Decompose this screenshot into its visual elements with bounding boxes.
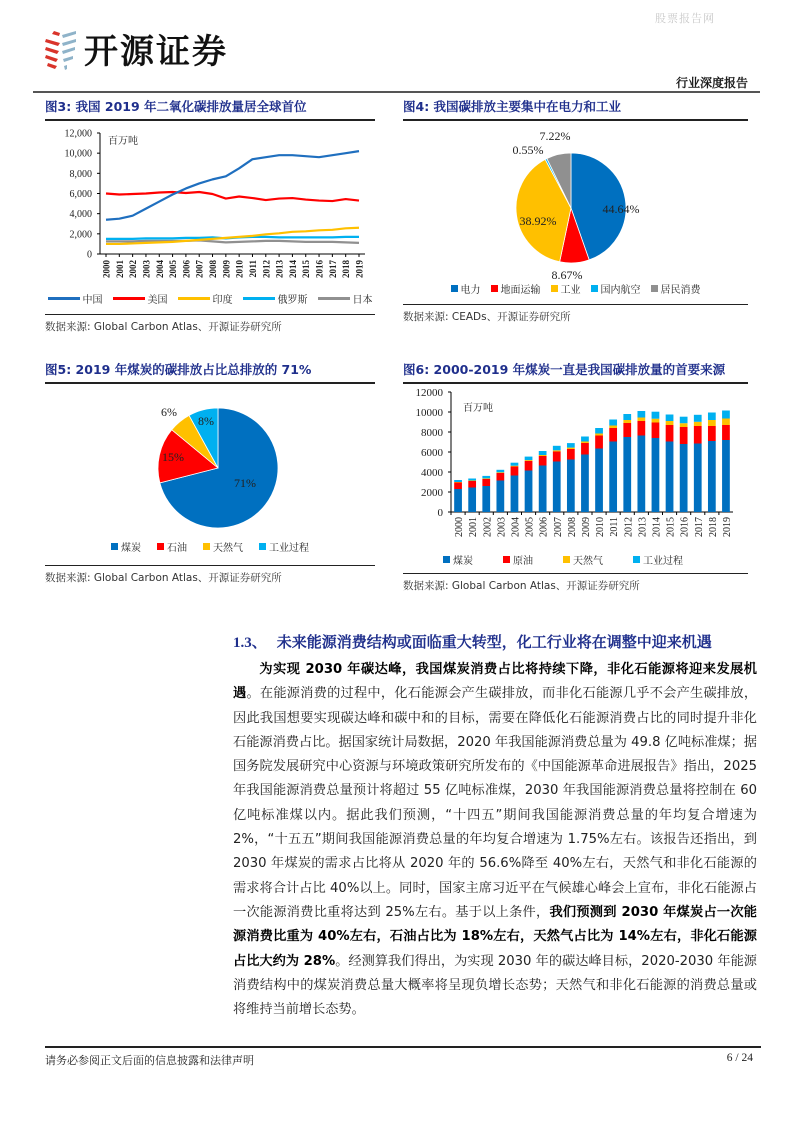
legend-label: 地面运输: [500, 284, 541, 296]
svg-text:2011: 2011: [609, 516, 621, 537]
legend-swatch-icon: [563, 556, 570, 563]
svg-text:2010: 2010: [595, 516, 607, 537]
svg-text:2017: 2017: [327, 259, 338, 278]
pie-chart-sectors: [403, 121, 748, 281]
svg-text:2013: 2013: [274, 259, 285, 278]
legend-item: [451, 281, 481, 296]
legend-item: [48, 291, 103, 306]
report-type: 行业深度报告: [675, 76, 748, 90]
svg-text:2000: 2000: [454, 516, 466, 537]
svg-text:4,000: 4,000: [69, 208, 92, 220]
page-number: 6 / 24: [726, 1052, 753, 1064]
svg-text:2005: 2005: [168, 259, 179, 278]
figure-4-bottom-rule: [403, 304, 748, 306]
footer-disclaimer: 请务必参阅正文后面的信息披露和法律声明: [45, 1054, 254, 1067]
svg-text:12,000: 12,000: [64, 128, 92, 139]
section-title-text: 未来能源消费结构或面临重大转型，化工行业将在调整中迎来机遇: [276, 633, 712, 651]
legend-item: [551, 281, 581, 296]
svg-text:2009: 2009: [580, 516, 592, 537]
legend-item: [157, 539, 187, 554]
legend-swatch-icon: [178, 297, 210, 300]
svg-text:38.92%: 38.92%: [519, 213, 557, 228]
legend-item: [563, 552, 603, 567]
legend-label: 印度: [212, 294, 233, 306]
svg-text:0.55%: 0.55%: [512, 142, 544, 157]
body-text-b: 。经测算我们得出，为实现 2030 年的碳达峰目标，2020-2030 年能源消费结构中的煤炭消费总量大概率将呈现负增长态势；天然气和非化石能源的消费总量或将维持当前增长态势。: [233, 953, 757, 1018]
legend-swatch-icon: [48, 297, 80, 300]
figure-5-bottom-rule: [45, 565, 375, 567]
legend-swatch-icon: [243, 297, 275, 300]
figure-4-title: 图4: 我国碳排放主要集中在电力和工业: [403, 99, 622, 114]
svg-text:8,000: 8,000: [69, 168, 92, 180]
svg-text:2004: 2004: [154, 259, 165, 278]
figure-3-bottom-rule: [45, 314, 375, 316]
line-chart: [45, 121, 375, 291]
figure-4-source: 数据来源: CEADs、开源证券研究所: [403, 311, 571, 323]
legend-label: 日本: [352, 294, 373, 306]
legend-swatch-icon: [157, 543, 164, 550]
svg-text:2019: 2019: [354, 259, 365, 278]
kaiyuan-logo-icon: [44, 27, 78, 71]
figure-3-title: 图3: 我国 2019 年二氧化碳排放量居全球首位: [45, 99, 307, 114]
svg-text:2,000: 2,000: [69, 228, 92, 240]
svg-text:7.22%: 7.22%: [539, 128, 571, 143]
legend-label: 工业过程: [269, 542, 309, 554]
svg-text:6%: 6%: [161, 404, 177, 419]
legend-item: [203, 539, 243, 554]
figure-6-title: 图6: 2000-2019 年煤炭一直是我国碳排放量的首要来源: [403, 362, 726, 377]
legend-label: 煤炭: [453, 555, 473, 567]
figure-4-legend: [403, 281, 748, 296]
legend-item: [443, 552, 473, 567]
legend-item: [503, 552, 533, 567]
legend-swatch-icon: [113, 297, 145, 300]
legend-item: [243, 291, 308, 306]
legend-item: [113, 291, 168, 306]
svg-text:2008: 2008: [208, 259, 219, 278]
legend-label: 中国: [82, 294, 103, 306]
legend-label: 天然气: [213, 542, 243, 554]
brand-name: 开源证券: [84, 32, 228, 72]
section-number: 1.3、: [233, 635, 267, 651]
svg-text:2006: 2006: [538, 516, 550, 537]
svg-text:2003: 2003: [496, 516, 508, 537]
legend-item: [651, 281, 701, 296]
figure-5-legend: [45, 539, 375, 554]
svg-text:2019: 2019: [721, 516, 733, 537]
figure-3-source: 数据来源: Global Carbon Atlas、开源证券研究所: [45, 321, 282, 333]
figure-5-source: 数据来源: Global Carbon Atlas、开源证券研究所: [45, 572, 282, 584]
svg-text:71%: 71%: [234, 475, 256, 490]
legend-swatch-icon: [491, 285, 498, 292]
legend-item: [259, 539, 309, 554]
body-text-a: 。在能源消费的过程中，化石能源会产生碳排放，而非化石能源几乎不会产生碳排放，因此我国想要实现碳达峰和碳中和的目标，需要在降低化石能源消费占比的同时提升非化石能源消费占比。据国家统计局数据，2020 年我国能源消费总量为 49.8 亿吨标准煤；据国务院发展研究中心资源与环境政策研究所发布的《中国能源革命进展报告》指出，2025 年我国能源消费总量预计将超过 55 亿吨标准煤，2030 年我国能源消费总量将控制在 60 亿吨标准煤以内。据此我们预测，“十四五”期间我国能源消费总量的年均复合增速为 2%，“十五五”期间我国能源消费总量的年均复合增速为 1.75%左右。该报告还指出，到 2030 年煤炭的需求占比将从 2020 年的 56.6%降至 40%左右，天然气和非化石能源的需求将合计占比 40%以上。同时，国家主席习近平在气候雄心峰会上宣布，非化石能源占一次能源消费比重将达到 25%左右。基于以上条件，: [233, 686, 758, 920]
figure-3: [45, 97, 375, 334]
lead-bold: 为实现 2030 年碳达峰，我国煤炭消费占比将持续下降，非化石能源将迎来发展机遇: [233, 662, 757, 702]
svg-text:2005: 2005: [524, 516, 536, 537]
svg-text:2012: 2012: [623, 516, 635, 537]
figure-6: [403, 360, 748, 593]
legend-swatch-icon: [203, 543, 210, 550]
svg-text:10000: 10000: [415, 406, 443, 419]
svg-text:4000: 4000: [421, 466, 443, 479]
svg-text:2015: 2015: [301, 259, 312, 278]
svg-text:2015: 2015: [665, 516, 677, 537]
svg-text:6000: 6000: [421, 446, 443, 459]
legend-swatch-icon: [318, 297, 350, 300]
svg-text:2000: 2000: [101, 259, 112, 278]
svg-text:2002: 2002: [482, 516, 494, 537]
svg-text:2017: 2017: [693, 516, 705, 537]
legend-label: 天然气: [573, 555, 603, 567]
legend-item: [633, 552, 683, 567]
svg-text:44.64%: 44.64%: [602, 201, 640, 216]
footer-divider: [45, 1046, 761, 1048]
svg-text:8%: 8%: [198, 413, 214, 428]
svg-text:2007: 2007: [194, 259, 205, 278]
legend-swatch-icon: [259, 543, 266, 550]
svg-text:2003: 2003: [141, 259, 152, 278]
legend-label: 原油: [513, 555, 533, 567]
legend-swatch-icon: [451, 285, 458, 292]
legend-swatch-icon: [591, 285, 598, 292]
legend-swatch-icon: [633, 556, 640, 563]
svg-text:2000: 2000: [421, 486, 443, 499]
legend-swatch-icon: [551, 285, 558, 292]
svg-text:8.67%: 8.67%: [551, 267, 583, 281]
svg-text:2013: 2013: [637, 516, 649, 537]
legend-item: [111, 539, 141, 554]
legend-label: 工业: [560, 284, 581, 296]
legend-swatch-icon: [651, 285, 658, 292]
legend-swatch-icon: [443, 556, 450, 563]
figure-6-legend: [403, 552, 748, 567]
watermark: 股票报告网: [655, 12, 715, 25]
legend-label: 工业过程: [643, 555, 683, 567]
svg-text:2018: 2018: [707, 516, 719, 537]
legend-label: 居民消费: [660, 284, 701, 296]
svg-text:2002: 2002: [128, 259, 139, 278]
legend-item: [491, 281, 541, 296]
legend-label: 美国: [147, 294, 168, 306]
svg-text:10,000: 10,000: [64, 148, 92, 160]
legend-label: 电力: [460, 284, 481, 296]
svg-text:12000: 12000: [415, 386, 443, 399]
svg-text:2004: 2004: [510, 516, 522, 537]
svg-text:百万吨: 百万吨: [108, 135, 138, 147]
svg-text:2018: 2018: [341, 259, 352, 278]
svg-text:2008: 2008: [566, 516, 578, 537]
section-heading: [233, 631, 712, 652]
svg-text:百万吨: 百万吨: [463, 402, 493, 414]
svg-text:15%: 15%: [162, 449, 184, 464]
svg-text:2006: 2006: [181, 259, 192, 278]
legend-label: 国内航空: [600, 284, 641, 296]
legend-item: [591, 281, 641, 296]
svg-text:2007: 2007: [552, 516, 564, 537]
svg-text:2010: 2010: [234, 259, 245, 278]
svg-text:2001: 2001: [468, 516, 480, 537]
svg-text:2014: 2014: [287, 259, 298, 278]
body-paragraph: [233, 658, 757, 1022]
legend-label: 煤炭: [121, 542, 141, 554]
svg-text:2001: 2001: [114, 259, 125, 278]
figure-5: [45, 360, 375, 585]
svg-text:2012: 2012: [261, 259, 272, 278]
figure-6-source: 数据来源: Global Carbon Atlas、开源证券研究所: [403, 580, 640, 592]
legend-swatch-icon: [111, 543, 118, 550]
figure-3-legend: [45, 291, 375, 306]
figure-5-title: 图5: 2019 年煤炭的碳排放占比总排放的 71%: [45, 362, 312, 377]
svg-text:0: 0: [437, 506, 443, 519]
legend-label: 石油: [167, 542, 187, 554]
svg-text:2011: 2011: [247, 259, 258, 278]
legend-item: [318, 291, 373, 306]
brand-logo: [44, 24, 228, 73]
pie-chart-fuel: [45, 384, 375, 539]
svg-text:6,000: 6,000: [69, 188, 92, 200]
svg-text:2009: 2009: [221, 259, 232, 278]
figure-6-bottom-rule: [403, 573, 748, 575]
legend-swatch-icon: [503, 556, 510, 563]
svg-text:2016: 2016: [314, 259, 325, 278]
svg-text:2016: 2016: [679, 516, 691, 537]
legend-item: [178, 291, 233, 306]
svg-text:0: 0: [87, 249, 92, 260]
svg-text:8000: 8000: [421, 426, 443, 439]
header-divider: [33, 91, 760, 93]
legend-label: 俄罗斯: [277, 294, 308, 306]
stacked-bar-chart: [403, 384, 748, 552]
forecast-bold: 我们预测到 2030 年煤炭占一次能源消费比重为 40%左右，石油占比为 18%左右，天然气占比为 14%左右，非化石能源占比大约为 28%: [233, 904, 757, 969]
svg-text:2014: 2014: [651, 516, 663, 537]
figure-4: [403, 97, 748, 324]
